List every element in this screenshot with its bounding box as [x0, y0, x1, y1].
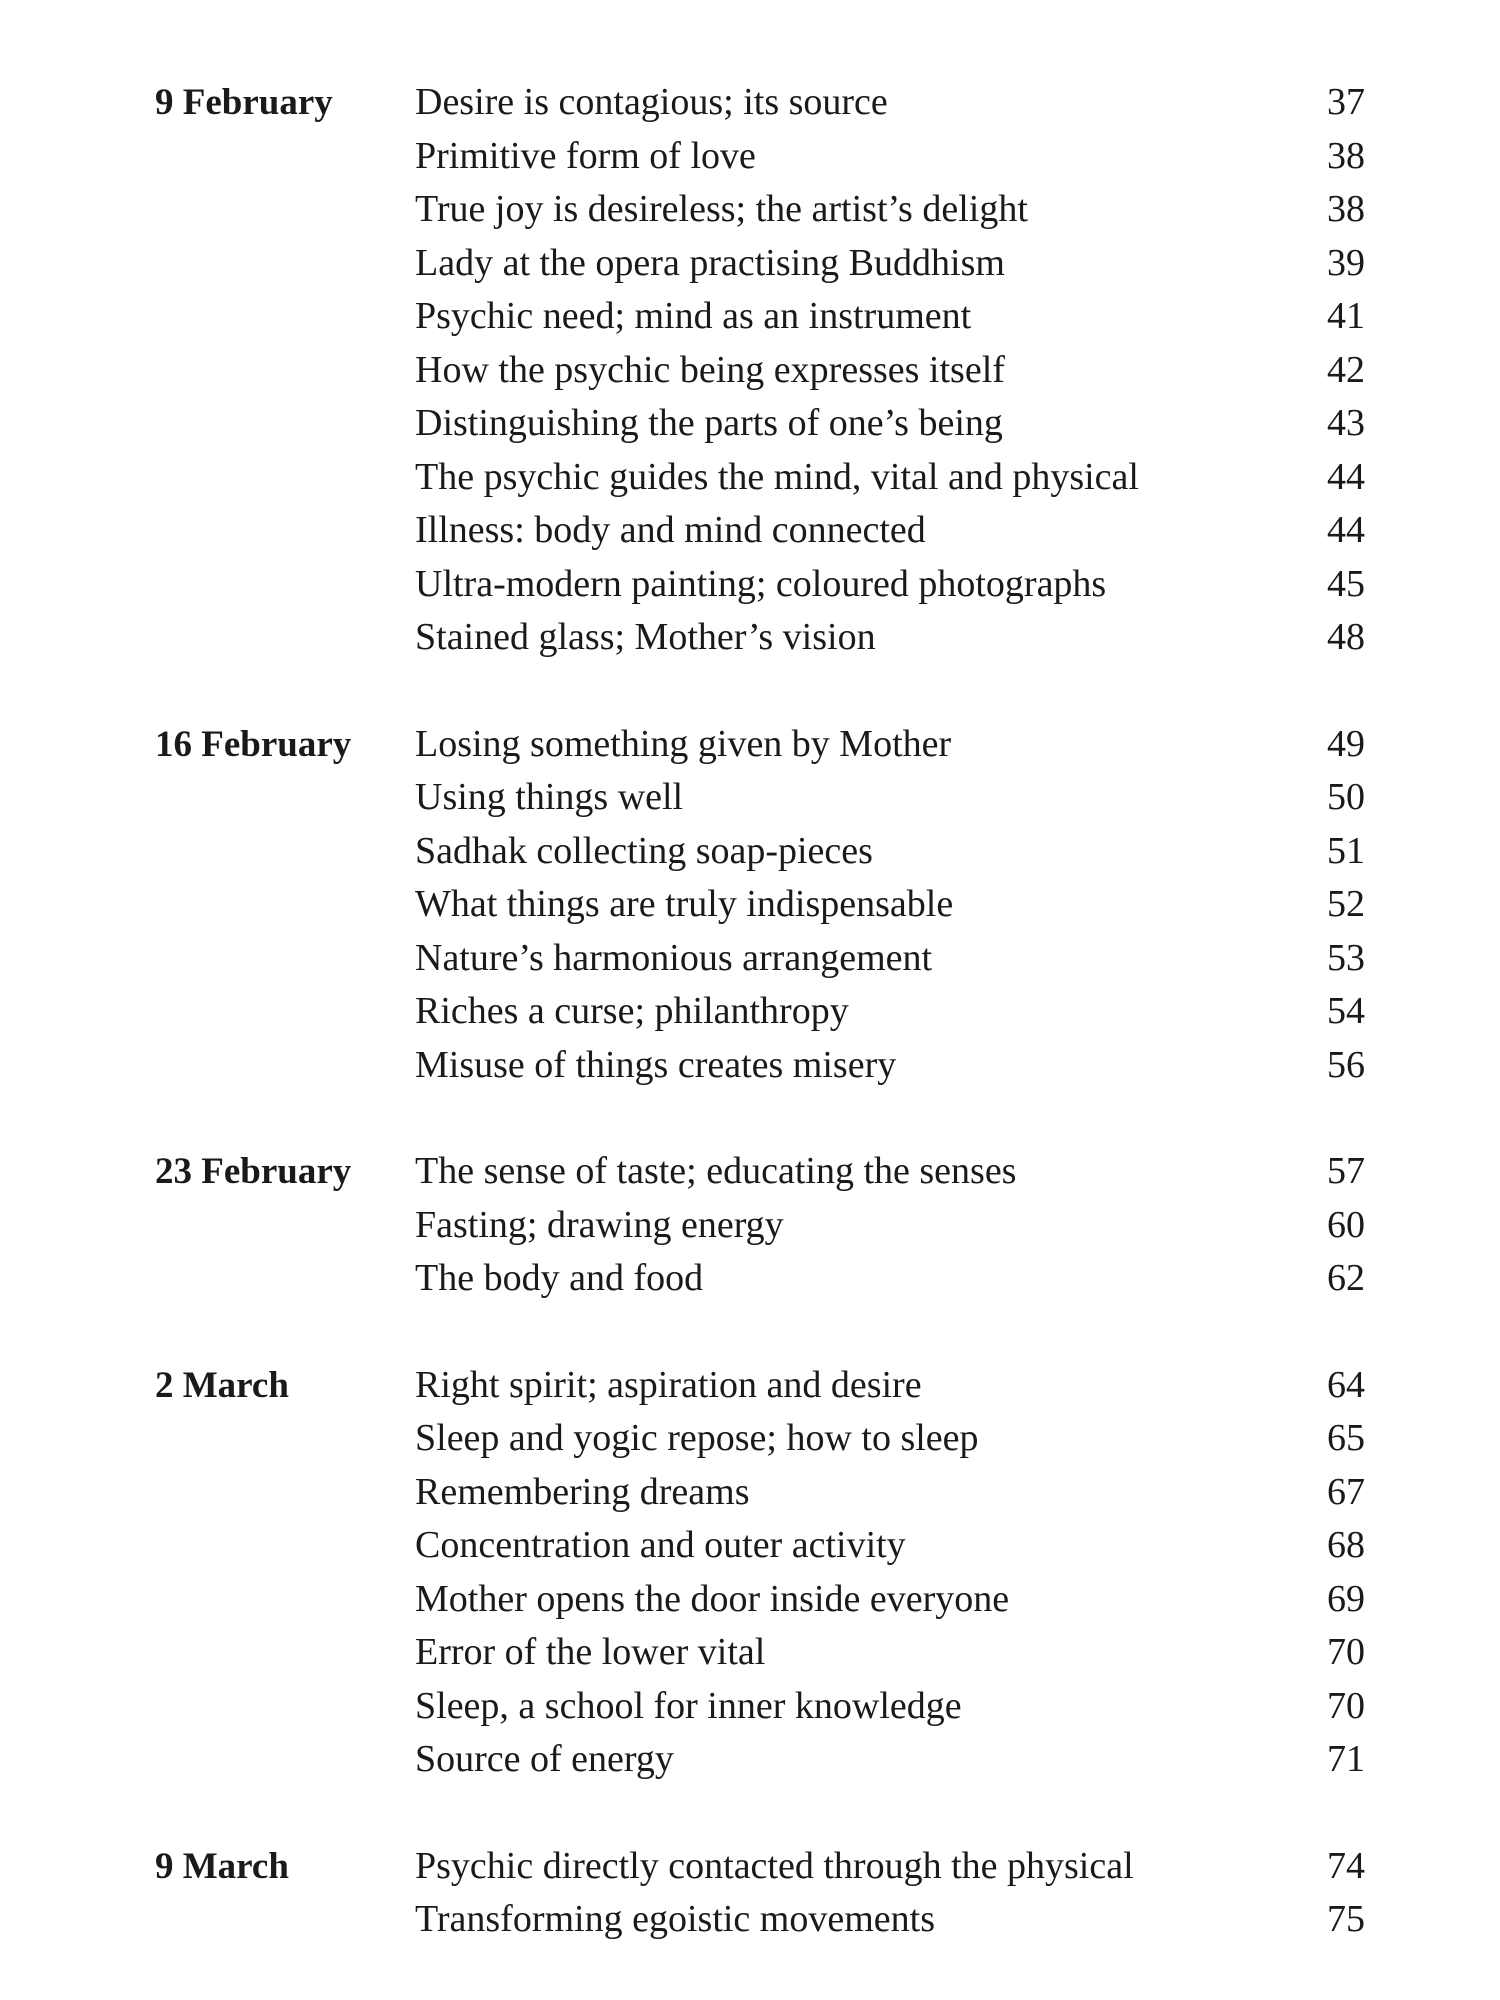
- toc-entry: [415, 1412, 1365, 1466]
- entry-title: Primitive form of love: [415, 134, 756, 177]
- entry-title: Illness: body and mind connected: [415, 509, 926, 551]
- toc-entry: [415, 1733, 1365, 1787]
- entry-title: What things are truly indispensable: [415, 883, 954, 925]
- section-date: 9 March: [155, 1845, 289, 1887]
- entry-title: Misuse of things creates misery: [415, 1043, 897, 1086]
- toc-entry: [415, 1199, 1365, 1253]
- toc-entry: [415, 290, 1365, 344]
- toc-entry: [415, 504, 1365, 558]
- toc-entry: [415, 76, 1365, 130]
- entry-page-number: 56: [1327, 1043, 1365, 1086]
- entry-title: Lady at the opera practising Buddhism: [415, 241, 1005, 284]
- toc-entry: [415, 825, 1365, 879]
- entry-page-number: 44: [1327, 455, 1365, 498]
- toc-section: [155, 718, 1365, 1093]
- entry-page-number: 54: [1327, 990, 1365, 1032]
- entry-title: Distinguishing the parts of one’s being: [415, 402, 1003, 444]
- toc-section: [155, 1145, 1365, 1306]
- toc-section: [155, 1840, 1365, 1947]
- entry-title: Riches a curse; philanthropy: [415, 990, 849, 1032]
- entry-title: The body and food: [415, 1257, 704, 1299]
- entry-page-number: 64: [1327, 1363, 1365, 1406]
- section-date: 2 March: [155, 1364, 289, 1406]
- entry-page-number: 71: [1327, 1738, 1365, 1780]
- entry-title: Stained glass; Mother’s vision: [415, 616, 876, 658]
- entry-title: Source of energy: [415, 1738, 674, 1780]
- section-entries: [415, 76, 1365, 665]
- entry-title: Sleep and yogic repose; how to sleep: [415, 1417, 979, 1459]
- toc-entry: [415, 344, 1365, 398]
- entry-title: Sadhak collecting soap-pieces: [415, 829, 873, 872]
- entry-page-number: 42: [1327, 348, 1365, 391]
- entry-page-number: 50: [1327, 776, 1365, 818]
- entry-page-number: 70: [1327, 1684, 1365, 1727]
- section-entries: [415, 1840, 1365, 1947]
- toc-entry: [415, 1039, 1365, 1093]
- entry-title: Concentration and outer activity: [415, 1524, 906, 1566]
- toc-entry: [415, 1680, 1365, 1734]
- toc-entry: [415, 1626, 1365, 1680]
- entry-title: True joy is desireless; the artist’s delight: [415, 188, 1028, 230]
- toc-entry: [415, 611, 1365, 665]
- toc-entry: [415, 771, 1365, 825]
- entry-title: Error of the lower vital: [415, 1631, 766, 1673]
- toc-entry: [415, 1840, 1365, 1894]
- section-date: 23 February: [155, 1151, 352, 1192]
- toc-entry: [415, 558, 1365, 612]
- entry-title: Sleep, a school for inner knowledge: [415, 1684, 962, 1727]
- entry-page-number: 74: [1327, 1844, 1365, 1887]
- entry-page-number: 75: [1327, 1898, 1365, 1940]
- entry-title: Mother opens the door inside everyone: [415, 1577, 1010, 1620]
- entry-page-number: 53: [1327, 936, 1365, 979]
- entry-page-number: 65: [1327, 1417, 1365, 1459]
- entry-title: Psychic directly contacted through the physical: [415, 1844, 1134, 1887]
- entry-title: How the psychic being expresses itself: [415, 348, 1005, 391]
- entry-page-number: 49: [1327, 722, 1365, 765]
- entry-page-number: 60: [1327, 1203, 1365, 1246]
- toc-entry: [415, 130, 1365, 184]
- entry-page-number: 38: [1327, 188, 1365, 230]
- section-entries: [415, 1359, 1365, 1787]
- entry-page-number: 69: [1327, 1577, 1365, 1620]
- entry-page-number: 70: [1327, 1631, 1365, 1673]
- entry-page-number: 51: [1327, 829, 1365, 872]
- entry-page-number: 39: [1327, 241, 1365, 284]
- toc-entry: [415, 1519, 1365, 1573]
- entry-title: Desire is contagious; its source: [415, 81, 888, 123]
- toc-entry: [415, 1466, 1365, 1520]
- toc-entry: [415, 1893, 1365, 1947]
- entry-title: Ultra-modern painting; coloured photographs: [415, 562, 1107, 605]
- section-entries: [415, 1145, 1365, 1306]
- toc-entry: [415, 1145, 1365, 1199]
- toc-entry: [415, 237, 1365, 291]
- toc-entry: [415, 397, 1365, 451]
- entry-page-number: 67: [1327, 1470, 1365, 1513]
- entry-title: Right spirit; aspiration and desire: [415, 1363, 922, 1406]
- entry-page-number: 57: [1327, 1150, 1365, 1192]
- entry-title: Nature’s harmonious arrangement: [415, 936, 933, 979]
- toc-entry: [415, 1252, 1365, 1306]
- toc-section: [155, 1359, 1365, 1787]
- toc-entry: [415, 878, 1365, 932]
- entry-page-number: 44: [1327, 509, 1365, 551]
- entry-page-number: 37: [1327, 81, 1365, 123]
- toc-entry: [415, 985, 1365, 1039]
- table-of-contents: [155, 76, 1365, 2000]
- toc-section: [155, 76, 1365, 665]
- toc-entry: [415, 932, 1365, 986]
- entry-page-number: 41: [1327, 295, 1365, 337]
- entry-page-number: 52: [1327, 883, 1365, 925]
- entry-page-number: 48: [1327, 616, 1365, 658]
- toc-entry: [415, 1359, 1365, 1413]
- entry-title: Remembering dreams: [415, 1470, 750, 1513]
- entry-page-number: 38: [1327, 134, 1365, 177]
- entry-title: The psychic guides the mind, vital and physical: [415, 455, 1139, 498]
- section-date: 16 February: [155, 723, 352, 765]
- section-entries: [415, 718, 1365, 1093]
- toc-entry: [415, 451, 1365, 505]
- toc-entry: [415, 183, 1365, 237]
- entry-title: Losing something given by Mother: [415, 722, 952, 765]
- entry-page-number: 62: [1327, 1257, 1365, 1299]
- entry-page-number: 45: [1327, 562, 1365, 605]
- toc-entry: [415, 1573, 1365, 1627]
- entry-page-number: 43: [1327, 402, 1365, 444]
- entry-title: Transforming egoistic movements: [415, 1898, 935, 1940]
- entry-title: Using things well: [415, 776, 684, 818]
- entry-title: Fasting; drawing energy: [415, 1203, 784, 1246]
- toc-entry: [415, 718, 1365, 772]
- section-date: 9 February: [155, 82, 333, 123]
- entry-page-number: 68: [1327, 1524, 1365, 1566]
- entry-title: Psychic need; mind as an instrument: [415, 295, 972, 337]
- entry-title: The sense of taste; educating the senses: [415, 1150, 1017, 1192]
